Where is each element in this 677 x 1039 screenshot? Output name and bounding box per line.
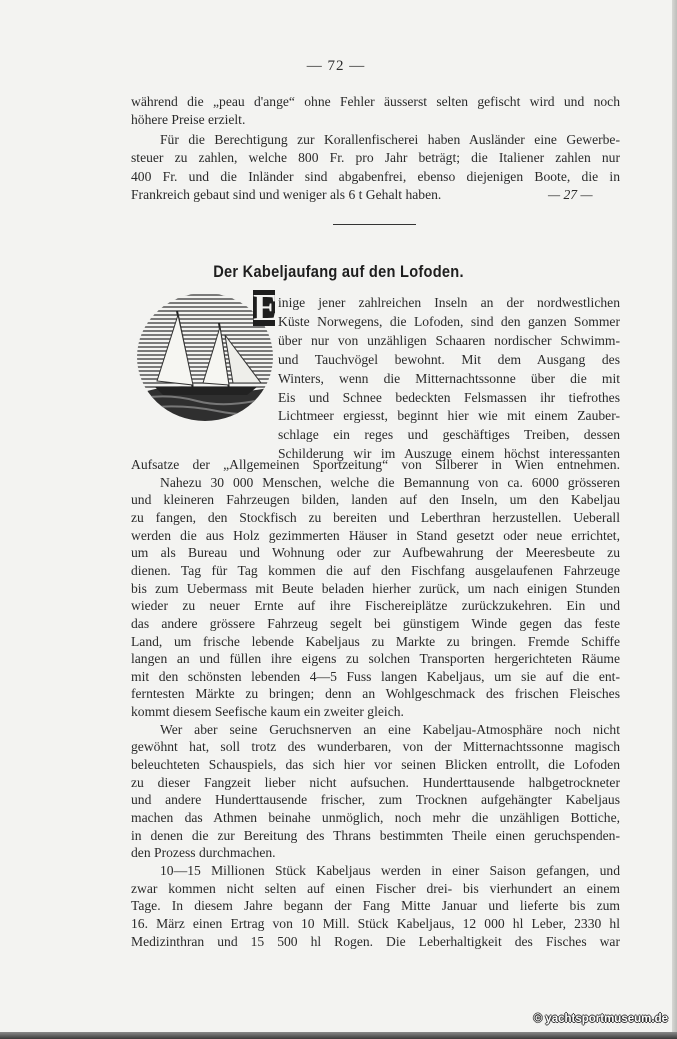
text-line: mit den schönsten lebenden 4—5 Fuss langen Kabeljaus, um sie auf die ent-	[131, 668, 620, 684]
text-line: Aufsatze der „Allgemeinen Sportzeitung“ von Silberer in Wien entnehmen.	[131, 457, 620, 472]
text-line: machen das Athmen beinahe unmöglich, noch mehr die unzähligen Bottiche,	[131, 810, 620, 825]
text-line: Lichtmeer ergiesst, beginnt hier wie mit einem Zauber-	[278, 408, 620, 424]
text-line: um als Bureau und Wohnung oder zur Aufbewahrung der Meeresbeute zu	[131, 545, 620, 561]
article-title: Der Kabeljaufang auf den Lofoden.	[213, 262, 464, 281]
text-line: Land, um frische lebende Kabeljaus zu Markte zu bringen. Fremde Schiffe	[131, 633, 620, 649]
text-line: während die „peau d'ange“ ohne Fehler äusserst selten gefischt wird und noch	[131, 94, 620, 109]
text-line: bis zum Uebermass mit Beute beladen hierher zurück, um nach einigen Stunden	[131, 580, 620, 596]
text-line: steuer zu zahlen, welche 800 Fr. pro Jahr beträgt; die Italiener zahlen nur	[131, 150, 620, 165]
text-line: zwar kommen nicht selten auf einen Fischer drei- bis vierhundert an einem	[131, 880, 620, 896]
page-edge	[0, 1032, 677, 1039]
text-line: gewöhnt hat, soll trotz des wunderbaren, von der Mitternachtssonne magisch	[131, 739, 620, 755]
text-line: dienen. Tag für Tag kommen die auf den Fischfang ausgelaufenen Fahrzeuge	[131, 562, 620, 578]
text-line: schlage ein reges und geschäftiges Treiben, dessen	[278, 427, 620, 443]
text-line: 10—15 Millionen Stück Kabeljaus werden in einer Saison gefangen, und	[160, 862, 620, 878]
text-line: wieder zu neuer Ernte auf ihre Fischereiplätze zurückzukehren. Ein und	[131, 598, 620, 614]
text-line: das andere grössere Fahrzeug segelt bei günstigem Winde gegen das feste	[131, 615, 620, 631]
text-line: Küste Norwegens, die Lofoden, sind den ganzen Sommer	[278, 313, 620, 329]
text-line: werden die aus Holz gezimmerten Häuser in Stand gesetzt oder neue errichtet,	[131, 527, 620, 543]
text-line: zu dieser Fangzeit lieber nicht aufsuchen. Hunderttausende halbgetrockneter	[131, 774, 620, 790]
text-line: über nur von unzähligen Schaaren nordischer Schwimm-	[278, 332, 620, 348]
text-line: und kleineren Fahrzeugen bilden, landen auf den Inseln, um den Kabeljau	[131, 492, 620, 508]
text-line: höhere Preise erzielt.	[131, 112, 246, 127]
drop-cap: E	[253, 287, 279, 329]
page-number: — 72 —	[306, 58, 366, 74]
text-line: Tage. In diesem Jahre begann der Fang Mitte Januar und lieferte bis zum	[131, 898, 620, 914]
watermark: © yachtsportmuseum.de	[533, 1013, 668, 1025]
text-line: den Prozess durchmachen.	[131, 845, 276, 861]
text-line: und Tauchvögel bewohnt. Mit dem Ausgang des	[278, 351, 620, 367]
text-line: Wer aber seine Geruchsnerven an eine Kabeljau-Atmosphäre noch nicht	[160, 721, 620, 737]
section-divider	[333, 224, 416, 225]
text-line: inige jener zahlreichen Inseln an der nordwestlichen	[278, 295, 620, 310]
text-line: Schilderung wir im Auszuge einem höchst interessanten	[278, 446, 620, 462]
text-line: Medizinthran und 15 500 hl Rogen. Die Leberhaltigkeit des Fisches war	[131, 933, 620, 949]
text-line: kommt diesem Seefische kaum ein zweiter gleich.	[131, 704, 404, 720]
text-line: Frankreich gebaut sind und weniger als 6 t Gehalt haben.	[131, 187, 442, 202]
text-line: beleuchteten Schauspiels, das sich hier vor seinen Blicken entrollt, die Lofoden	[131, 757, 620, 773]
text-line: langen an und füllen ihre eigens zu solchen Transporten hergerichteten Räume	[131, 651, 620, 667]
text-line: und andere Hunderttausende frischer, zum Trocknen aufgehängter Kabeljaus	[131, 792, 620, 808]
footnote-reference: — 27 —	[548, 187, 593, 202]
page-edge	[672, 0, 677, 1039]
text-line: Für die Berechtigung zur Korallenfischerei haben Ausländer eine Gewerbe-	[160, 132, 620, 147]
text-line: in denen die zur Bereitung des Thrans bestimmten Theile einen geruchspenden-	[131, 827, 620, 843]
text-line: zu fangen, den Stockfisch zu bereiten und Leberthran herzustellen. Ueberall	[131, 509, 620, 525]
text-line: Winters, wenn die Mitternachtssonne über die mit	[278, 370, 620, 386]
text-line: 16. März einen Ertrag von 10 Mill. Stück Kabeljaus, 12 000 hl Leber, 2330 hl	[131, 915, 620, 931]
text-line: 400 Fr. und die Inländer sind abgabenfrei, ebenso diejenigen Boote, die in	[131, 169, 620, 184]
text-line: Nahezu 30 000 Menschen, welche die Bemannung von ca. 6000 grösseren	[160, 474, 620, 490]
text-line: Eis und Schnee bedeckten Felsmassen ihr tiefrothes	[278, 389, 620, 405]
text-line: ferntesten Märkte zu bringen; denn an Wohlgeschmack des frischen Fleisches	[131, 686, 620, 702]
